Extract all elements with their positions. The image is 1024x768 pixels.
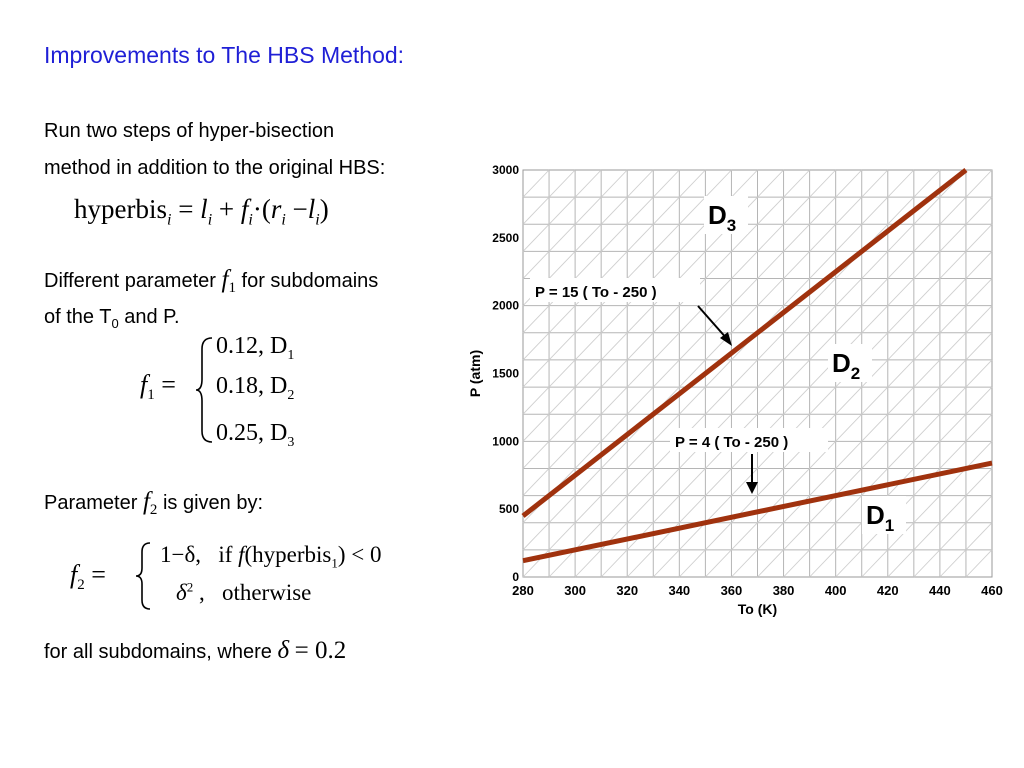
eq-subscript: i	[281, 211, 286, 229]
text: for subdomains	[241, 270, 379, 292]
f1-case-0	[216, 333, 295, 363]
math-symbol: δ	[277, 637, 290, 664]
eq-term: f	[240, 194, 249, 224]
paragraph-line	[44, 266, 378, 294]
eq-term: r	[270, 194, 282, 224]
case-tail: ) < 0	[337, 542, 382, 567]
y-tick-label: 1500	[492, 366, 519, 381]
region-label-d3: $D_3$	[708, 200, 737, 235]
y-tick-label: 2500	[492, 230, 519, 245]
x-axis-label: To (K)	[737, 601, 778, 617]
annotation-label: P = 4 ( To - 250 )	[675, 434, 789, 451]
left-brace-icon	[194, 335, 216, 445]
eq-operator: =	[178, 194, 194, 224]
eq-subscript: i	[166, 211, 172, 229]
eq-operator: +	[218, 194, 235, 224]
y-tick-label: 3000	[492, 163, 519, 177]
math-symbol: f	[142, 488, 150, 515]
eq-term: hyperbis	[74, 194, 167, 224]
math-expression: = 0.2	[294, 637, 347, 664]
chart-grid	[523, 170, 992, 577]
case-subscript: 1	[287, 347, 295, 363]
text: Different parameter	[44, 270, 216, 292]
case-comma: ,	[198, 580, 205, 605]
case-subscript: 2	[287, 387, 295, 403]
region-label-d1: $D_1$	[866, 500, 895, 535]
eq-term: f	[70, 560, 78, 589]
f1-lhs	[140, 370, 176, 404]
f2-case-1	[160, 542, 382, 571]
case-condition: otherwise	[221, 580, 312, 605]
eq-term: l	[307, 194, 316, 224]
pressure-temperature-chart	[467, 160, 1010, 630]
y-tick-label: 500	[498, 502, 519, 517]
annotation-label: P = 15 ( To - 250 )	[535, 284, 657, 301]
case-superscript: 2	[186, 579, 194, 595]
text: for all subdomains, where	[44, 641, 272, 663]
case-expr: δ	[176, 580, 187, 605]
text: of the T	[44, 306, 112, 328]
x-tick-label: 280	[512, 583, 534, 598]
x-tick-label: 420	[876, 583, 899, 598]
f1-case-1	[216, 373, 295, 403]
case-arg: (hyperbis	[244, 542, 332, 567]
eq-operator: =	[91, 560, 106, 589]
x-tick-label: 300	[564, 583, 586, 598]
x-tick-label: 460	[981, 583, 1003, 598]
y-tick-label: 0	[512, 570, 519, 584]
paragraph-line	[44, 637, 346, 665]
math-subscript: 2	[149, 502, 158, 518]
case-value: 0.25,	[216, 420, 264, 446]
f2-lhs	[70, 560, 106, 594]
eq-subscript: 1	[147, 387, 155, 404]
eq-subscript: i	[315, 211, 320, 229]
hyperbis-equation	[74, 194, 329, 229]
text: and P.	[124, 306, 180, 328]
x-tick-label: 440	[929, 583, 951, 598]
paragraph-line: Run two steps of hyper-bisection	[44, 120, 335, 142]
y-tick-label: 1000	[492, 434, 519, 449]
case-domain: D	[270, 420, 288, 446]
y-axis-label: P (atm)	[467, 349, 483, 398]
region-label-d2: $D_2$	[832, 348, 861, 383]
text: Parameter	[44, 492, 138, 514]
left-brace-icon	[134, 540, 154, 612]
text-subscript: 0	[111, 316, 119, 331]
eq-operator: )	[319, 194, 329, 224]
y-tick-label: 2000	[492, 298, 519, 313]
eq-subscript: i	[207, 211, 213, 229]
x-tick-label: 320	[616, 583, 639, 598]
eq-operator: ·(	[252, 194, 271, 224]
case-expr: 1−δ,	[160, 542, 202, 567]
eq-subscript: 2	[77, 577, 85, 594]
eq-term: f	[140, 370, 148, 399]
page-title: Improvements to The HBS Method:	[44, 42, 405, 68]
x-tick-label: 400	[824, 583, 847, 598]
case-domain: D	[270, 333, 288, 359]
eq-operator: =	[161, 370, 176, 399]
x-tick-label: 360	[720, 583, 743, 598]
case-function: f	[238, 542, 245, 567]
math-subscript: 1	[228, 280, 236, 296]
paragraph-line: method in addition to the original HBS:	[44, 157, 386, 179]
paragraph-line	[44, 306, 180, 329]
case-subscript: 1	[331, 555, 338, 571]
eq-term: l	[200, 194, 208, 224]
case-domain: D	[270, 373, 288, 399]
math-symbol: f	[221, 266, 229, 293]
x-tick-label: 380	[772, 583, 795, 598]
text: is given by:	[162, 492, 264, 514]
case-value: 0.18,	[216, 373, 264, 399]
f1-case-2	[216, 420, 295, 450]
case-subscript: 3	[287, 434, 295, 450]
paragraph-line	[44, 488, 263, 516]
eq-subscript: i	[248, 211, 253, 229]
case-value: 0.12,	[216, 333, 264, 359]
case-if: if	[218, 542, 233, 567]
x-tick-label: 340	[668, 583, 691, 598]
eq-operator: −	[292, 194, 308, 224]
f2-case-2	[176, 580, 311, 606]
